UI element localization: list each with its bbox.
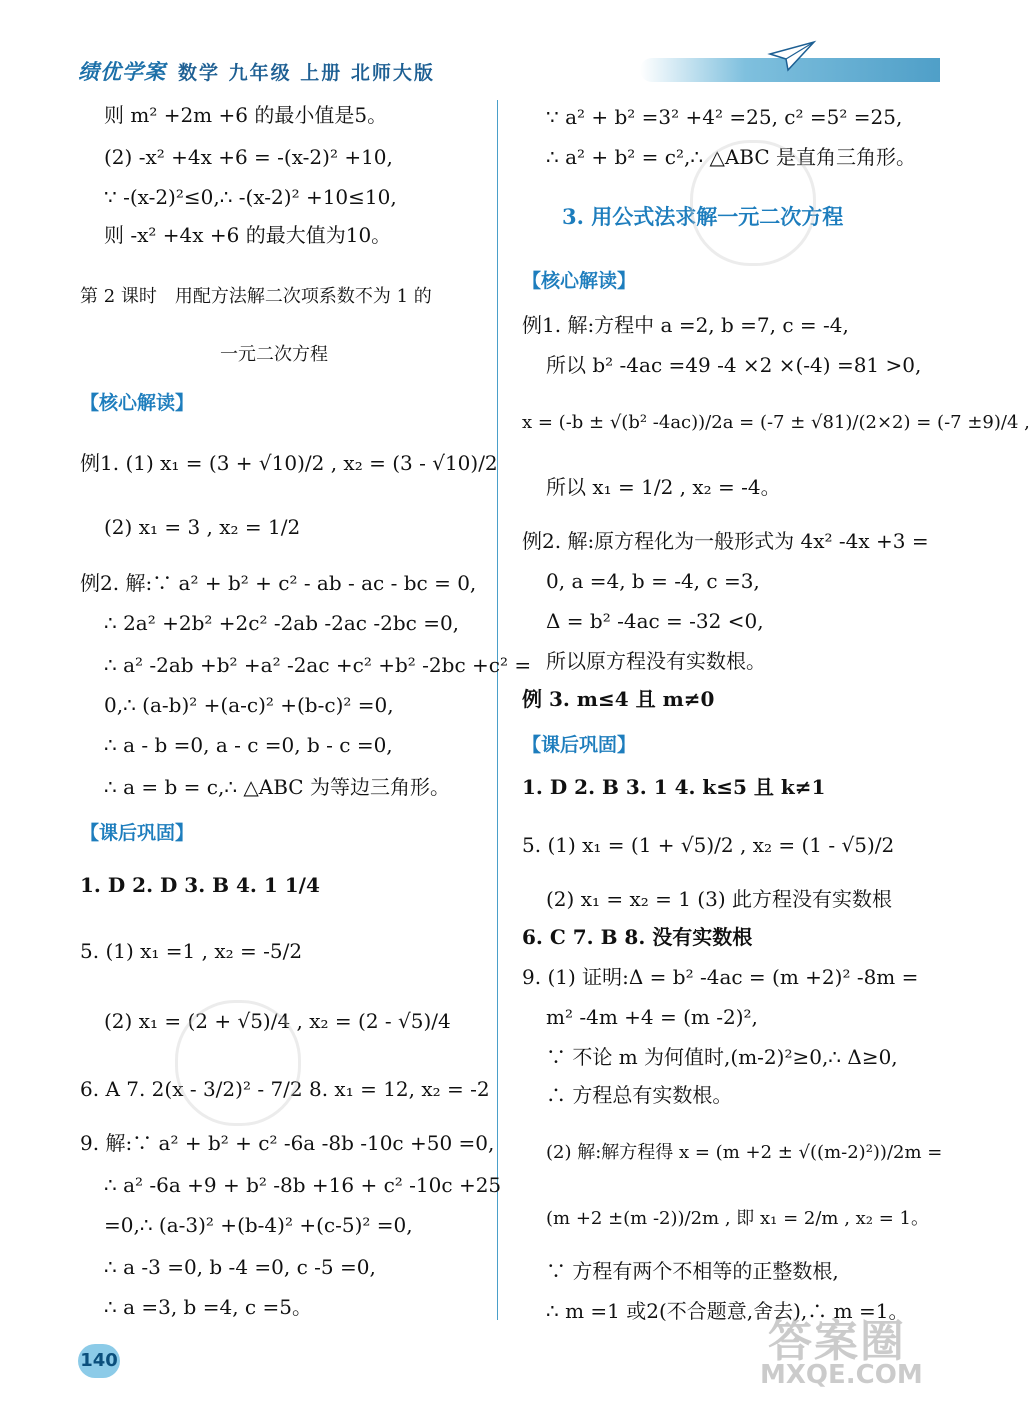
text-line: (2) 解:解方程得 x = (m +2 ± √((m-2)²))/2m = bbox=[546, 1142, 943, 1163]
page-header bbox=[0, 0, 950, 95]
section-heading: 【课后巩固】 bbox=[522, 734, 637, 756]
answer-line: 9. 解:∵ a² + b² + c² -6a -8b -10c +50 =0, bbox=[80, 1131, 495, 1155]
answer-line: 9. (1) 证明:Δ = b² -4ac = (m +2)² -8m = bbox=[522, 965, 919, 989]
text-line: ∴ a² + b² = c²,∴ △ABC 是直角三角形。 bbox=[546, 145, 916, 169]
example-line: 例 3. m≤4 且 m≠0 bbox=[522, 687, 715, 711]
example-line: 例2. 解:∵ a² + b² + c² - ab - ac - bc = 0, bbox=[80, 571, 477, 595]
lesson-title-cont: 一元二次方程 bbox=[220, 344, 328, 365]
text-line: ∴ a = b = c,∴ △ABC 为等边三角形。 bbox=[104, 775, 450, 799]
text-line: =0,∴ (a-3)² +(b-4)² +(c-5)² =0, bbox=[104, 1213, 413, 1237]
answer-line: 1. D 2. B 3. 1 4. k≤5 且 k≠1 bbox=[522, 775, 826, 799]
answer-line: 6. A 7. 2(x - 3/2)² - 7/2 8. x₁ = 12, x₂ = -2 bbox=[80, 1077, 490, 1101]
text-line: ∴ 方程总有实数根。 bbox=[546, 1083, 733, 1107]
answer-line: (2) x₁ = x₂ = 1 (3) 此方程没有实数根 bbox=[546, 887, 892, 911]
text-line: ∴ a² -6a +9 + b² -8b +16 + c² -10c +25 bbox=[104, 1173, 502, 1197]
text-line: 所以 b² -4ac =49 -4 ×2 ×(-4) =81 >0, bbox=[546, 353, 922, 377]
example-line: 例2. 解:原方程化为一般形式为 4x² -4x +3 = bbox=[522, 529, 929, 553]
text-line: 则 m² +2m +6 的最小值是5。 bbox=[104, 103, 388, 127]
column-divider bbox=[497, 100, 498, 1320]
text-line: 所以 x₁ = 1/2 , x₂ = -4。 bbox=[546, 475, 781, 499]
text-line: 则 -x² +4x +6 的最大值为10。 bbox=[104, 223, 392, 247]
brand-logo: 绩优学案 bbox=[78, 60, 166, 84]
answer-line: 5. (1) x₁ = (1 + √5)/2 , x₂ = (1 - √5)/2 bbox=[522, 833, 895, 857]
watermark-stamp bbox=[175, 1000, 301, 1126]
text-line: m² -4m +4 = (m -2)², bbox=[546, 1005, 758, 1029]
text-line: ∵ -(x-2)²≤0,∴ -(x-2)² +10≤10, bbox=[104, 185, 397, 209]
formula-line: x = (-b ± √(b² -4ac))/2a = (-7 ± √81)/(2×2) = (-7 ±9)/4 , bbox=[522, 412, 1030, 433]
section-heading: 【核心解读】 bbox=[80, 392, 195, 414]
example-line: 例1. 解:方程中 a =2, b =7, c = -4, bbox=[522, 313, 849, 337]
answer-line: (2) x₁ = (2 + √5)/4 , x₂ = (2 - √5)/4 bbox=[104, 1009, 451, 1033]
answer-line: 6. C 7. B 8. 没有实数根 bbox=[522, 925, 753, 949]
text-line: ∴ 2a² +2b² +2c² -2ab -2ac -2bc =0, bbox=[104, 611, 460, 635]
watermark-stamp bbox=[690, 140, 816, 266]
text-line: (2) -x² +4x +6 = -(x-2)² +10, bbox=[104, 145, 393, 169]
book-subtitle: 数学 九年级 上册 北师大版 bbox=[178, 62, 435, 84]
text-line: 0, a =4, b = -4, c =3, bbox=[546, 569, 760, 593]
text-line: ∵ a² + b² =3² +4² =25, c² =5² =25, bbox=[546, 105, 903, 129]
text-line: ∵ 方程有两个不相等的正整数根, bbox=[546, 1259, 839, 1283]
lesson-title: 第 2 课时 用配方法解二次项系数不为 1 的 bbox=[80, 286, 432, 307]
text-line: ∴ a =3, b =4, c =5。 bbox=[104, 1295, 312, 1319]
text-line: ∴ m =1 或2(不合题意,舍去),∴ m =1。 bbox=[546, 1299, 909, 1323]
text-line: 0,∴ (a-b)² +(a-c)² +(b-c)² =0, bbox=[104, 693, 394, 717]
text-line: ∴ a² -2ab +b² +a² -2ac +c² +b² -2bc +c² = bbox=[104, 653, 532, 677]
answer-line: 5. (1) x₁ =1 , x₂ = -5/2 bbox=[80, 939, 303, 963]
text-line: ∵ 不论 m 为何值时,(m-2)²≥0,∴ Δ≥0, bbox=[546, 1045, 898, 1069]
answer-line: 1. D 2. D 3. B 4. 1 1/4 bbox=[80, 873, 320, 897]
section-heading: 【课后巩固】 bbox=[80, 822, 195, 844]
text-line: Δ = b² -4ac = -32 <0, bbox=[546, 609, 764, 633]
paper-plane-icon bbox=[768, 40, 816, 74]
page-number: 140 bbox=[78, 1344, 120, 1378]
text-line: ∴ a - b =0, a - c =0, b - c =0, bbox=[104, 733, 393, 757]
section-heading: 【核心解读】 bbox=[522, 270, 637, 292]
text-line: (m +2 ±(m -2))/2m , 即 x₁ = 2/m , x₂ = 1。 bbox=[546, 1208, 930, 1229]
text-line: 所以原方程没有实数根。 bbox=[546, 649, 766, 673]
watermark-url: MXQE.COM bbox=[760, 1360, 923, 1390]
section-title: 3. 用公式法求解一元二次方程 bbox=[562, 204, 844, 229]
text-line: ∴ a -3 =0, b -4 =0, c -5 =0, bbox=[104, 1255, 376, 1279]
example-line: (2) x₁ = 3 , x₂ = 1/2 bbox=[104, 515, 301, 539]
example-line: 例1. (1) x₁ = (3 + √10)/2 , x₂ = (3 - √10)/2 bbox=[80, 451, 498, 475]
watermark-logo: 答案圈 bbox=[768, 1316, 906, 1367]
